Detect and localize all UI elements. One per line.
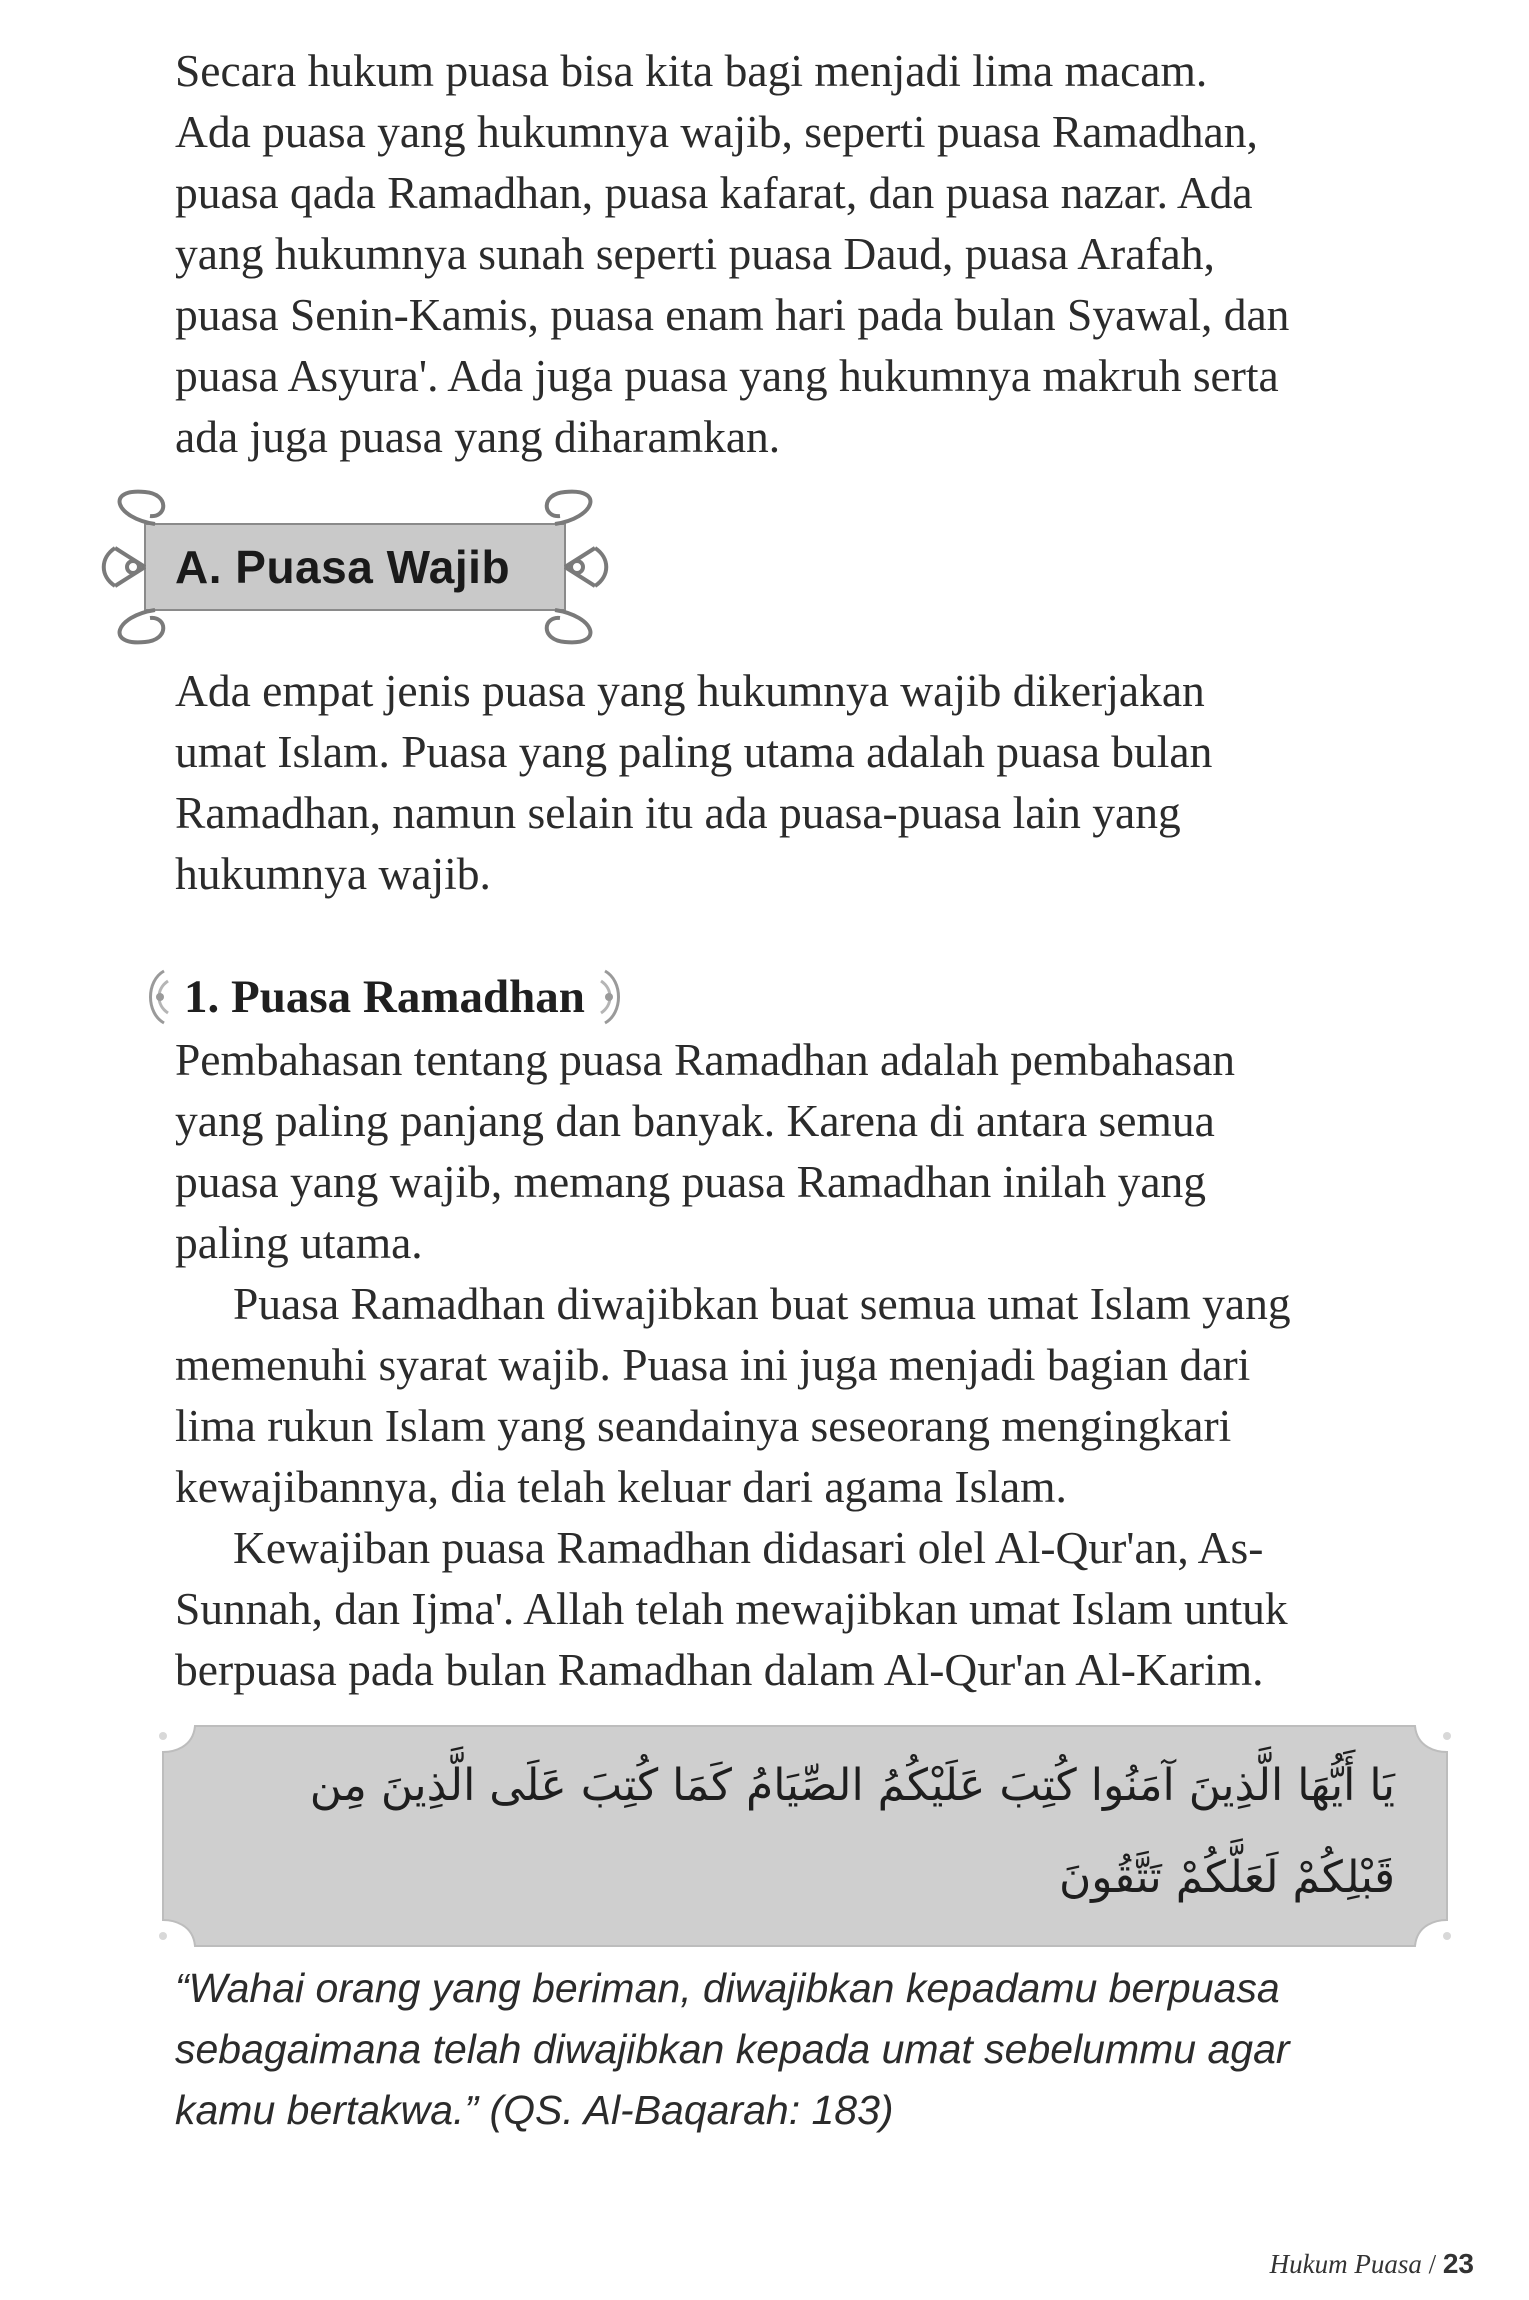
- page-number: 23: [1442, 2248, 1474, 2279]
- text-line: puasa yang wajib, memang puasa Ramadhan inilah yang: [175, 1156, 1207, 1207]
- subsection-heading: [140, 962, 629, 1032]
- right-ornament-icon: [595, 967, 629, 1027]
- text-line: puasa Asyura'. Ada juga puasa yang hukumnya makruh serta: [175, 350, 1279, 401]
- text-line: puasa Senin-Kamis, puasa enam hari pada bulan Syawal, dan: [175, 289, 1290, 340]
- text-line: Puasa Ramadhan diwajibkan buat semua umat Islam yang: [233, 1278, 1291, 1329]
- section-title: A. Puasa Wajib: [175, 541, 511, 593]
- text-line: Ada empat jenis puasa yang hukumnya wajib dikerjakan: [175, 665, 1205, 716]
- subsection-title: 1. Puasa Ramadhan: [184, 971, 585, 1023]
- text-line: puasa qada Ramadhan, puasa kafarat, dan puasa nazar. Ada: [175, 167, 1253, 218]
- ramadhan-paragraph-2: [175, 1273, 1445, 1517]
- running-title: Hukum Puasa: [1269, 2249, 1422, 2279]
- text-line: sebagaimana telah diwajibkan kepada umat sebelummu agar: [175, 2026, 1290, 2072]
- text-line: ada juga puasa yang diharamkan.: [175, 411, 781, 462]
- quran-verse-box: [155, 1718, 1455, 1954]
- text-line: yang paling panjang dan banyak. Karena di antara semua: [175, 1095, 1215, 1146]
- arabic-verse: [235, 1740, 1395, 1924]
- text-line: yang hukumnya sunah seperti puasa Daud, puasa Arafah,: [175, 228, 1215, 279]
- text-line: paling utama.: [175, 1217, 423, 1268]
- text-line: Sunnah, dan Ijma'. Allah telah mewajibkan umat Islam untuk: [175, 1583, 1288, 1634]
- section-a-paragraph: [175, 660, 1445, 904]
- text-line: Pembahasan tentang puasa Ramadhan adalah pembahasan: [175, 1034, 1236, 1085]
- ramadhan-paragraph-1: [175, 1029, 1445, 1273]
- footer-separator: /: [1428, 2249, 1437, 2279]
- text-line: berpuasa pada bulan Ramadhan dalam Al-Qur'an Al-Karim.: [175, 1644, 1264, 1695]
- text-line: Ada puasa yang hukumnya wajib, seperti puasa Ramadhan,: [175, 106, 1258, 157]
- arabic-line: قَبْلِكُمْ لَعَلَّكُمْ تَتَّقُونَ: [1058, 1852, 1395, 1903]
- text-line: kewajibannya, dia telah keluar dari agama Islam.: [175, 1461, 1067, 1512]
- intro-paragraph: [175, 40, 1445, 467]
- text-line: kamu bertakwa.” (QS. Al-Baqarah: 183): [175, 2087, 894, 2133]
- text-line: Secara hukum puasa bisa kita bagi menjadi lima macam.: [175, 45, 1208, 96]
- ramadhan-paragraph-3: [175, 1517, 1445, 1700]
- text-line: “Wahai orang yang beriman, diwajibkan kepadamu berpuasa: [175, 1965, 1280, 2011]
- page-footer: [1270, 2248, 1474, 2280]
- text-line: lima rukun Islam yang seandainya seseorang mengingkari: [175, 1400, 1232, 1451]
- verse-translation: [175, 1958, 1445, 2141]
- text-line: Kewajiban puasa Ramadhan didasari olel Al-Qur'an, As-: [233, 1522, 1264, 1573]
- text-line: Ramadhan, namun selain itu ada puasa-puasa lain yang: [175, 787, 1181, 838]
- arabic-line: يَا أَيُّهَا الَّذِينَ آمَنُوا كُتِبَ عَلَيْكُمُ الصِّيَامُ كَمَا كُتِبَ عَلَى الَّذِينَ مِن: [309, 1760, 1395, 1811]
- text-line: umat Islam. Puasa yang paling utama adalah puasa bulan: [175, 726, 1213, 777]
- left-ornament-icon: [140, 967, 174, 1027]
- text-line: hukumnya wajib.: [175, 848, 491, 899]
- text-line: memenuhi syarat wajib. Puasa ini juga menjadi bagian dari: [175, 1339, 1251, 1390]
- section-heading-banner: [95, 488, 615, 646]
